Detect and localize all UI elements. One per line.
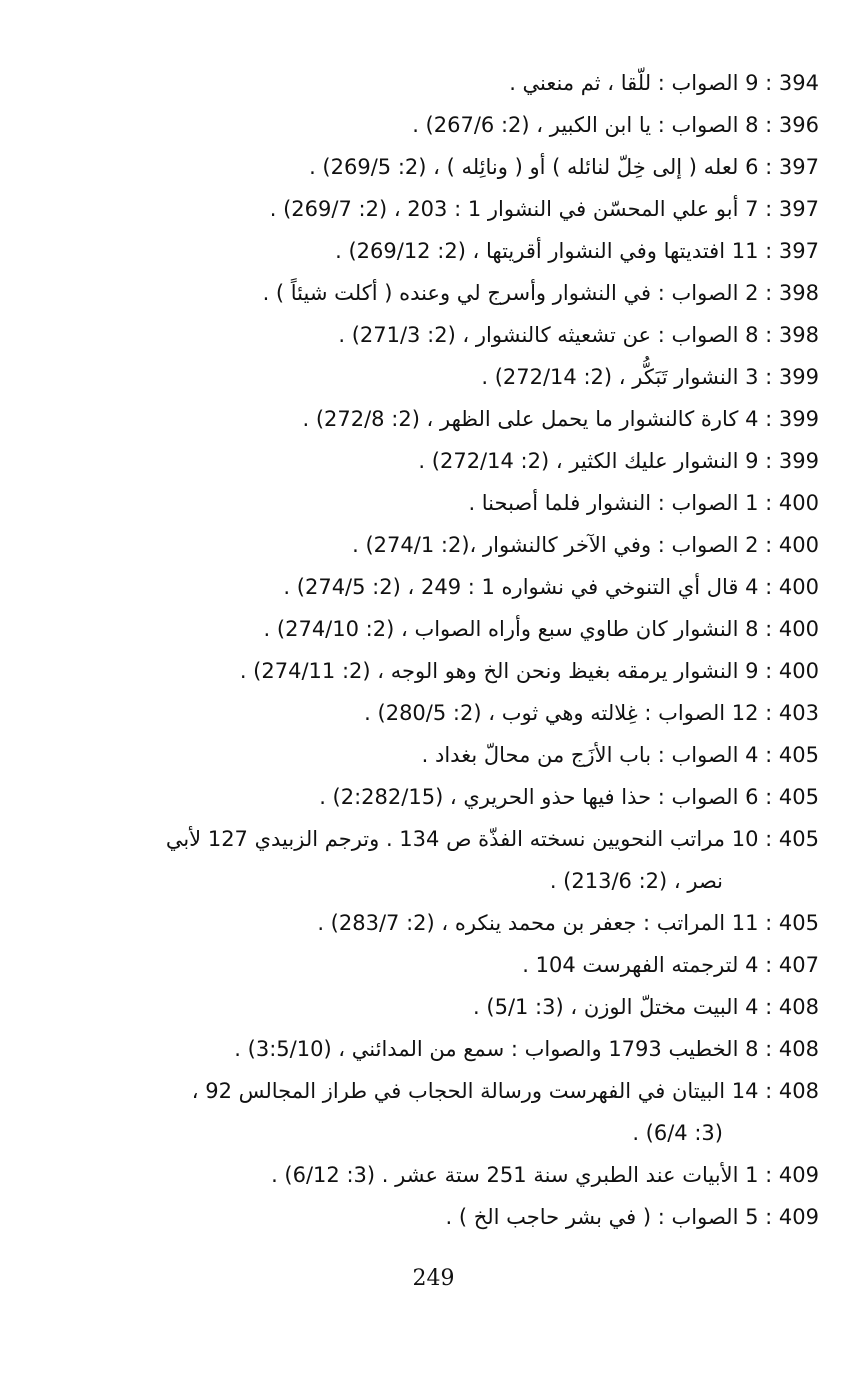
errata-entry-continuation: نصر ، (2: 213/6) . <box>549 869 723 893</box>
errata-list <box>59 62 819 1238</box>
errata-entry: 408 : 8 الخطيب 1793 والصواب : سمع من المدائني ، (3:5/10) . <box>234 1037 819 1061</box>
errata-entry: 405 : 6 الصواب : حذا فيها حذو الحريري ، (2:282/15) . <box>319 785 819 809</box>
errata-entry: 394 : 9 الصواب : للّقا ، ثم منعني . <box>509 71 819 95</box>
errata-entry: 399 : 9 النشوار عليك الكثير ، (2: 272/14) . <box>418 449 819 473</box>
errata-entry: 403 : 12 الصواب : غِلالته وهي ثوب ، (2: 280/5) . <box>364 701 819 725</box>
errata-entry: 408 : 4 البيت مختلّ الوزن ، (3: 5/1) . <box>473 995 819 1019</box>
errata-entry: 397 : 6 لعله ( إلى خِلّ لنائله ) أو ( ونائِله ) ، (2: 269/5) . <box>309 155 819 179</box>
errata-entry: 400 : 2 الصواب : وفي الآخر كالنشوار ،(2: 274/1) . <box>352 533 819 557</box>
errata-entry: 399 : 3 النشوار تَبَكُّر ، (2: 272/14) . <box>481 365 819 389</box>
errata-entry: 398 : 2 الصواب : في النشوار وأسرج لي وعنده ( أكلت شيئاً ) . <box>262 281 819 305</box>
errata-entry: 400 : 4 قال أي التنوخي في نشواره 1 : 249 ، (2: 274/5) . <box>283 575 819 599</box>
errata-entry: 405 : 11 المراتب : جعفر بن محمد ينكره ، (2: 283/7) . <box>317 911 819 935</box>
errata-entry-text: 405 : 10 مراتب النحويين نسخته الفذّة ص 134 . وترجم الزبيدي 127 لأبي <box>165 827 819 851</box>
errata-entry-continuation: (3: 6/4) . <box>632 1121 723 1145</box>
errata-entry: 398 : 8 الصواب : عن تشعيثه كالنشوار ، (2: 271/3) . <box>338 323 819 347</box>
errata-entry <box>59 1070 819 1154</box>
page-number: 249 <box>412 1266 455 1291</box>
errata-entry: 397 : 11 افتديتها وفي النشوار أقريتها ، (2: 269/12) . <box>335 239 819 263</box>
errata-entry: 400 : 1 الصواب : النشوار فلما أصبحنا . <box>468 491 819 515</box>
errata-entry: 407 : 4 لترجمته الفهرست 104 . <box>522 953 819 977</box>
errata-entry: 400 : 8 النشوار كان طاوي سبع وأراه الصواب ، (2: 274/10) . <box>263 617 819 641</box>
errata-entry: 400 : 9 النشوار يرمقه بغيظ ونحن الخ وهو الوجه ، (2: 274/11) . <box>239 659 819 683</box>
errata-entry <box>59 818 819 902</box>
errata-entry: 397 : 7 أبو علي المحسّن في النشوار 1 : 203 ، (2: 269/7) . <box>269 197 819 221</box>
errata-entry: 396 : 8 الصواب : يا ابن الكبير ، (2: 267/6) . <box>412 113 819 137</box>
errata-entry-text: 408 : 14 البيتان في الفهرست ورسالة الحجاب في طراز المجالس 92 ، <box>191 1079 819 1103</box>
errata-entry: 399 : 4 كارة كالنشوار ما يحمل على الظهر ، (2: 272/8) . <box>302 407 819 431</box>
errata-entry: 409 : 1 الأبيات عند الطبري سنة 251 ستة عشر . (3: 6/12) . <box>271 1163 819 1187</box>
errata-entry: 409 : 5 الصواب : ( في بشر حاجب الخ ) . <box>445 1205 819 1229</box>
errata-entry: 405 : 4 الصواب : باب الأزَج من محالّ بغداد . <box>421 743 819 767</box>
